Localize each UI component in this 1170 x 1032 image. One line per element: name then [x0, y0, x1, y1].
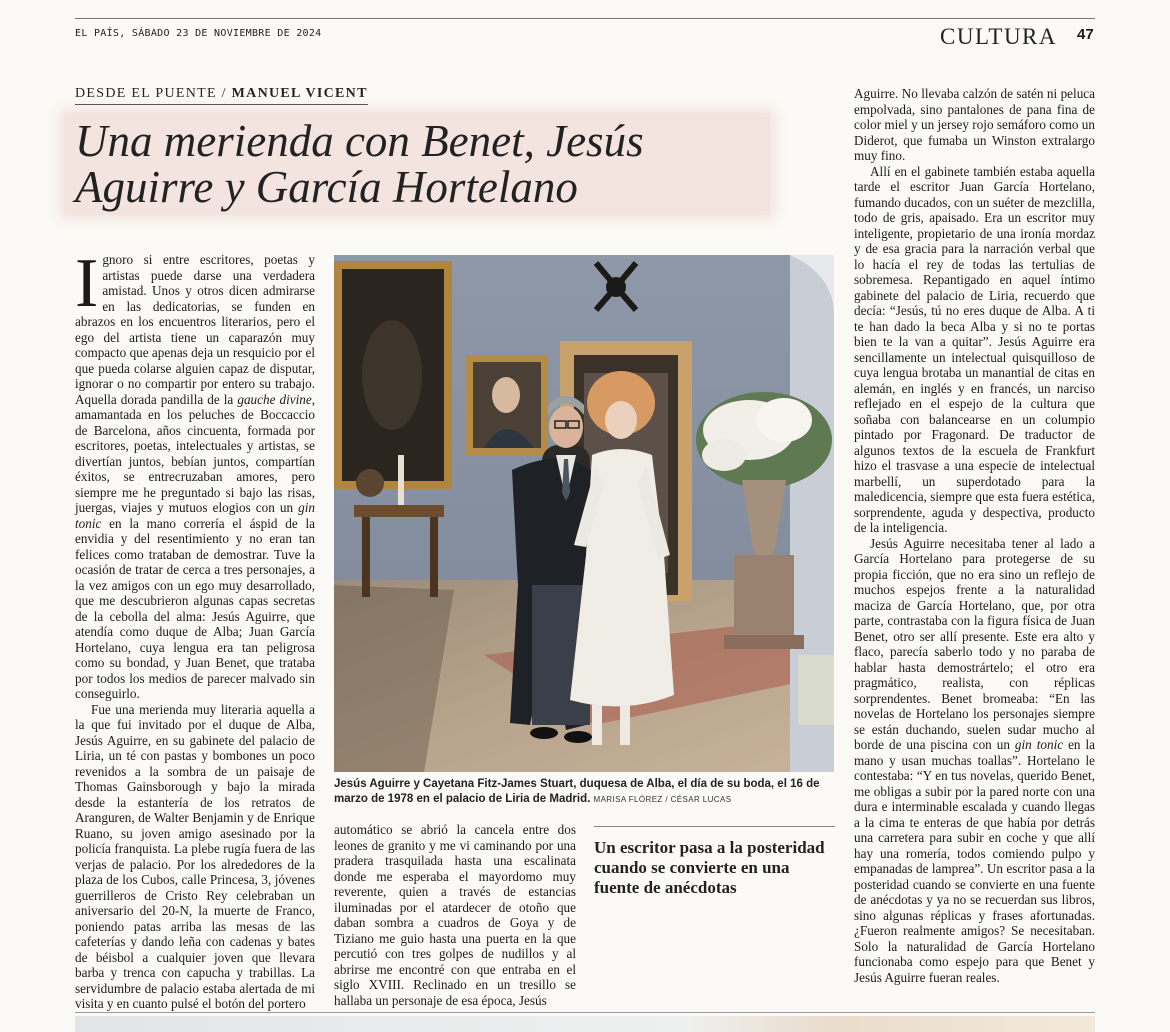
text-run: gnoro si entre escritores, poetas y artistas puede darse una verdadera amistad. Unos y otros dicen admirarse en las dedicatorias, se funden en abrazos en los encuentros literarios, pero el ego del artista tiene un caparazón muy compacto que apenas deja un resquicio por el que pueda colarse alguien capaz de disputar, ignorar o no compartir por entero su trabajo. Aquella dorada pandilla de la	[75, 252, 315, 407]
text-run: en la mano correría el áspid de la envidia y del resentimiento y no eran tan felices como trataban de demostrar. Tuve la ocasión de tratar de cerca a tres personajes, a la vez amigos con un ego muy desarrollado, que me descubrieron algunas capas secretas de la cebolla del alma: Jesús Aguirre, que atendía como duque de Alba; Juan García Hortelano, cuya lengua era tan peligrosa como su bondad, y Juan Benet, que trataba por todos los medios de parecer malvado sin conseguirlo.	[75, 515, 316, 701]
paragraph: Fue una merienda muy literaria aquella a la que fui invitado por el duque de Alba, Jesús Aguirre, en su gabinete del palacio de Liria, un té con pastas y bombones un poco revenidos a la sombra de un paisaje de Thomas Gainsborough y bajo la mirada desde la estantería de los retratos de Aranguren, de Walter Benjamin y de Enrique Ruano, su joven amigo asesinado por la policía franquista. La plebe rugía fuera de las verjas de palacio. Por los alrededores de la plaza de los Cubos, calle Princesa, 3, jóvenes guerrilleros de Cristo Rey celebraban un aniversario del 20-N, la muerte de Franco, poniendo patas arriba las mesas de las cafeterías y dando leña con cadenas y bates de béisbol a cualquier joven que llevara barba y trenca con capucha y trabillas. La servidumbre de palacio estaba alertada de mi visita y en cuanto pulsé el botón del portero	[75, 701, 315, 1011]
advertisement-strip	[75, 1016, 1095, 1032]
italic-term: gin tonic	[75, 500, 316, 531]
paragraph: automático se abrió la cancela entre dos leones de granito y me vi caminando por una pradera trasquilada hasta una escalinata donde me esperaba el mayordomo muy reverente, quien a través de estancias iluminadas por el atardecer de otoño que daban sombra a cuadros de Goya y de Tiziano me guio hasta una puerta en la que percutió con tres golpes de nudillos y al abrirse me encontré con que entraba en el siglo XVIII. Reclinado en un tresillo se hallaba un personaje de esa época, Jesús	[334, 822, 576, 1008]
article-column-1	[75, 245, 316, 1012]
page-number: 47	[1077, 26, 1094, 43]
kicker	[75, 86, 368, 105]
text-run: en la mano y usan muchas toallas”. Hortelano le contestaba: “Y en tus novelas, querido Benet, me obligas a subir por la pared norte con una dura e interminable escalada y cuando llegas a la cima te enteras de que había por detrás una carretera para subir en coche y que allí hay una romería, todos comiendo pulpo y empanadas de lamprea”. Un escritor pasa a la posteridad cuando se convierte en una fuente de anécdotas y ya no se recuerdan sus libros, sino algunas réplicas y frases afortunadas. ¿Fueron realmente amigos? Se necesitaban. Solo la naturalidad de García Hortelano funcionaba como espejo para que Benet y Jesús Aguirre fueran reales.	[854, 737, 1095, 985]
pull-quote-rule	[594, 826, 835, 827]
pull-quote: Un escritor pasa a la posteridad cuando se convierte en una fuente de anécdotas	[594, 838, 825, 897]
kicker-section: DESDE EL PUENTE /	[75, 86, 227, 101]
text-run: amamantada en los peluches de Boccaccio de Barcelona, años cincuenta, formada por escritores, poetas, intelectuales y artistas, se divertían juntos, bebían juntos, compartían éxitos, se entrecruzaban amores, pero siempre me he preguntado si bajo las risas, juergas, viajes y mutuos elogios con un	[75, 407, 315, 515]
article-column-4	[854, 86, 1095, 985]
italic-term: gauche divine,	[237, 391, 315, 407]
photo-credit: MARISA FLÓREZ / CÉSAR LUCAS	[593, 795, 732, 804]
italic-term: gin tonic	[1014, 737, 1064, 752]
paragraph	[854, 536, 1095, 986]
photo-caption	[334, 777, 834, 807]
drop-cap: I	[75, 245, 99, 322]
paragraph: Allí en el gabinete también estaba aquella tarde el escritor Juan García Hortelano, fumando ducados, con un suéter de mezclilla, todo de gris, apaisado. Era un escritor muy inteligente, propietario de una ironía mordaz y de esa gracia para la narración verbal que lo hacía el rey de todas las tertulias de sobremesa. Repantigado en aquel íntimo gabinete del palacio de Liria, recuerdo que decía: “Jesús, tú no eres duque de Alba. A ti te han dado la beca Alba y si no te portas bien te la van a quitar”. Jesús Aguirre era sencillamente un intelectual quisquilloso de cuya lengua brotaba un manantial de citas en alemán, en inglés y en francés, un narciso reflejado en el espejo de la cultura que soñaba con balancearse en un columpio pintado por Fragonard. De traductor de algunos textos de la escuela de Frankfurt hizo el trasvase a una especie de intelectual marbellí, un superdotado para la maledicencia, siempre que esta fuera estética, sorprendente, aguda y despectiva, producto de la inteligencia.	[854, 163, 1095, 535]
kicker-author: MANUEL VICENT	[231, 86, 368, 101]
header-rule	[75, 18, 1095, 19]
paragraph	[75, 245, 316, 702]
text-run: Jesús Aguirre necesitaba tener al lado a García Hortelano para protegerse de su propia ficción, que no era sino un reflejo de muchos espejos frente a la naturalidad maciza de García Hortelano, que, por otra parte, contrastaba con la figura física de Juan Benet, otro ser allí presente. Este era alto y flaco, parecía saberlo todo y no paraba de hablar hasta demostrártelo; el otro era pragmático, realista, con réplicas sorprendentes. Benet bromeaba: “En las novelas de Hortelano los personajes siempre se están duchando, suelen sudar mucho al borde de una piscina con un	[854, 535, 1095, 752]
section-name: CULTURA	[940, 24, 1057, 49]
paragraph: Aguirre. No llevaba calzón de satén ni peluca empolvada, sino pantalones de pana fina de color miel y un jersey rojo semáforo como un Diderot, que fumaba un Winston extralargo muy fino.	[854, 86, 1095, 163]
caption-text: Jesús Aguirre y Cayetana Fitz-James Stuart, duquesa de Alba, el día de su boda, el 16 de marzo de 1978 en el palacio de Liria de Madrid.	[334, 778, 820, 805]
article-column-2	[334, 822, 576, 1008]
dateline: EL PAÍS, SÁBADO 23 DE NOVIEMBRE DE 2024	[75, 28, 322, 39]
wedding-photo	[334, 255, 834, 772]
headline: Una merienda con Benet, Jesús Aguirre y García Hortelano	[75, 116, 644, 212]
footer-rule	[75, 1012, 1095, 1013]
